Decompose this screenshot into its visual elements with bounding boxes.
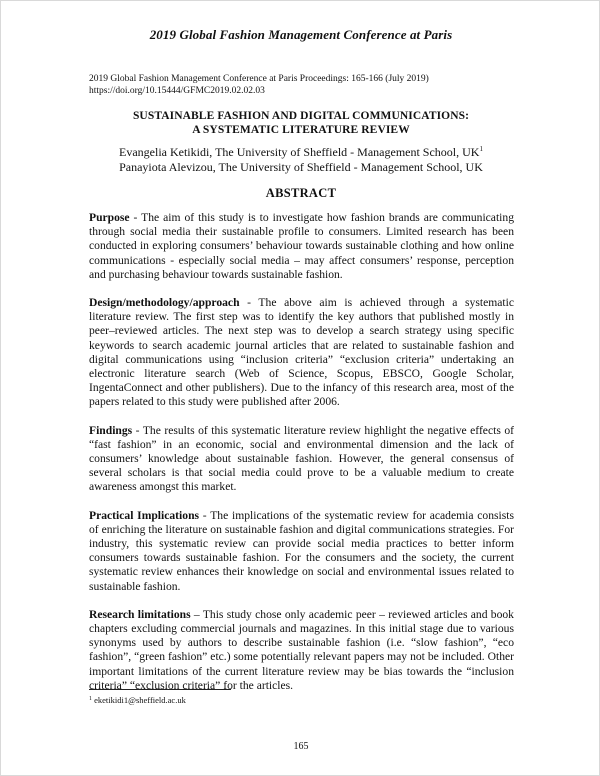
section-purpose-text: - The aim of this study is to investigate how fashion brands are communicating through social media their sustainable profile to consumers. Limited research has been conducted in exploring consumers’ behaviour towards sustainable clothing and how online communications - especially social media – may affect consumers’ response, perception and purchasing behaviour towards sustainable fashion. (89, 211, 514, 281)
author-2 (81, 160, 521, 175)
section-practical-label: Practical Implications (89, 508, 200, 522)
title-line-1: SUSTAINABLE FASHION AND DIGITAL COMMUNICATIONS: (132, 110, 470, 122)
section-practical-implications (89, 509, 514, 594)
page-number: 165 (293, 741, 309, 752)
running-header: 2019 Global Fashion Management Conference at Paris (149, 27, 453, 42)
section-limitations-label: Research limitations (89, 607, 191, 621)
paper-title (81, 110, 521, 137)
section-design-text: - The above aim is achieved through a systematic literature review. The first step was to identify the key authors that published mostly in peer–reviewed articles. The next step was to develop a search strategy using specific keywords to search academic journal articles that are related to sustainable fashion and digital communications using “inclusion criteria” “exclusion criteria” undertaking an electronic literature search (Web of Science, Scopus, EBSCO, Google Scholar, IngentaConnect and other publishers). Due to the infancy of this research area, most of the papers related to this study were published after 2006. (89, 296, 514, 409)
section-limitations-text: – This study chose only academic peer – reviewed articles and book chapters excluding commercial journals and magazines. In this initial stage due to various synonyms used by authors to describe sustainable fashion (i.e. “slow fashion”, “eco fashion”, “green fashion” etc.) some potentially relevant papers may not be included. Other important limitations of the current literature review may be bias towards the “inclusion criteria” “exclusion criteria” for the articles. (89, 607, 514, 692)
section-findings (89, 424, 514, 495)
section-practical-text: - The implications of the systematic review for academia consists of enriching the literature on sustainable fashion and digital communications strategies. For industry, this systematic review can provide social media practices to better inform consumers towards sustainable fashion. For the consumers and the society, the current systematic review enhances their knowledge on social and environmental issues related to sustainable fashion. (89, 508, 514, 593)
section-design (89, 296, 514, 410)
abstract-heading: ABSTRACT (265, 186, 337, 200)
doi-link[interactable]: https://doi.org/10.15444/GFMC2019.02.02.03 (89, 86, 265, 96)
author-1-affiliation: Evangelia Ketikidi, The University of Sheffield - Management School, UK (119, 145, 480, 159)
section-research-limitations (89, 608, 514, 693)
footnote-marker[interactable]: 1 (479, 145, 483, 153)
author-1 (81, 145, 521, 160)
section-design-label: Design/methodology/approach (89, 296, 240, 310)
section-findings-text: - The results of this systematic literature review highlight the negative effects of “fast fashion” in an economic, social and environmental dimension and the lack of consumers’ knowledge about sustainable fashion. However, the general consensus of several scholars is that social media could prove to be a valuable medium to create awareness amongst this market. (89, 423, 514, 494)
footnote (89, 695, 186, 705)
proceedings-line: 2019 Global Fashion Management Conference at Paris Proceedings: 165-166 (July 2019) (89, 74, 429, 84)
section-purpose-label: Purpose (89, 211, 130, 224)
footnote-mark: 1 (89, 696, 92, 702)
citation-block (89, 73, 529, 97)
footnote-divider (89, 689, 231, 690)
footnote-email[interactable]: eketikidi1@sheffield.ac.uk (92, 695, 186, 705)
section-purpose (89, 211, 514, 282)
author-2-affiliation: Panayiota Alevizou, The University of Sheffield - Management School, UK (119, 159, 483, 174)
section-findings-label: Findings (89, 423, 133, 437)
abstract-body (89, 211, 514, 707)
author-list (81, 145, 521, 174)
title-line-2: A SYSTEMATIC LITERATURE REVIEW (192, 123, 410, 136)
